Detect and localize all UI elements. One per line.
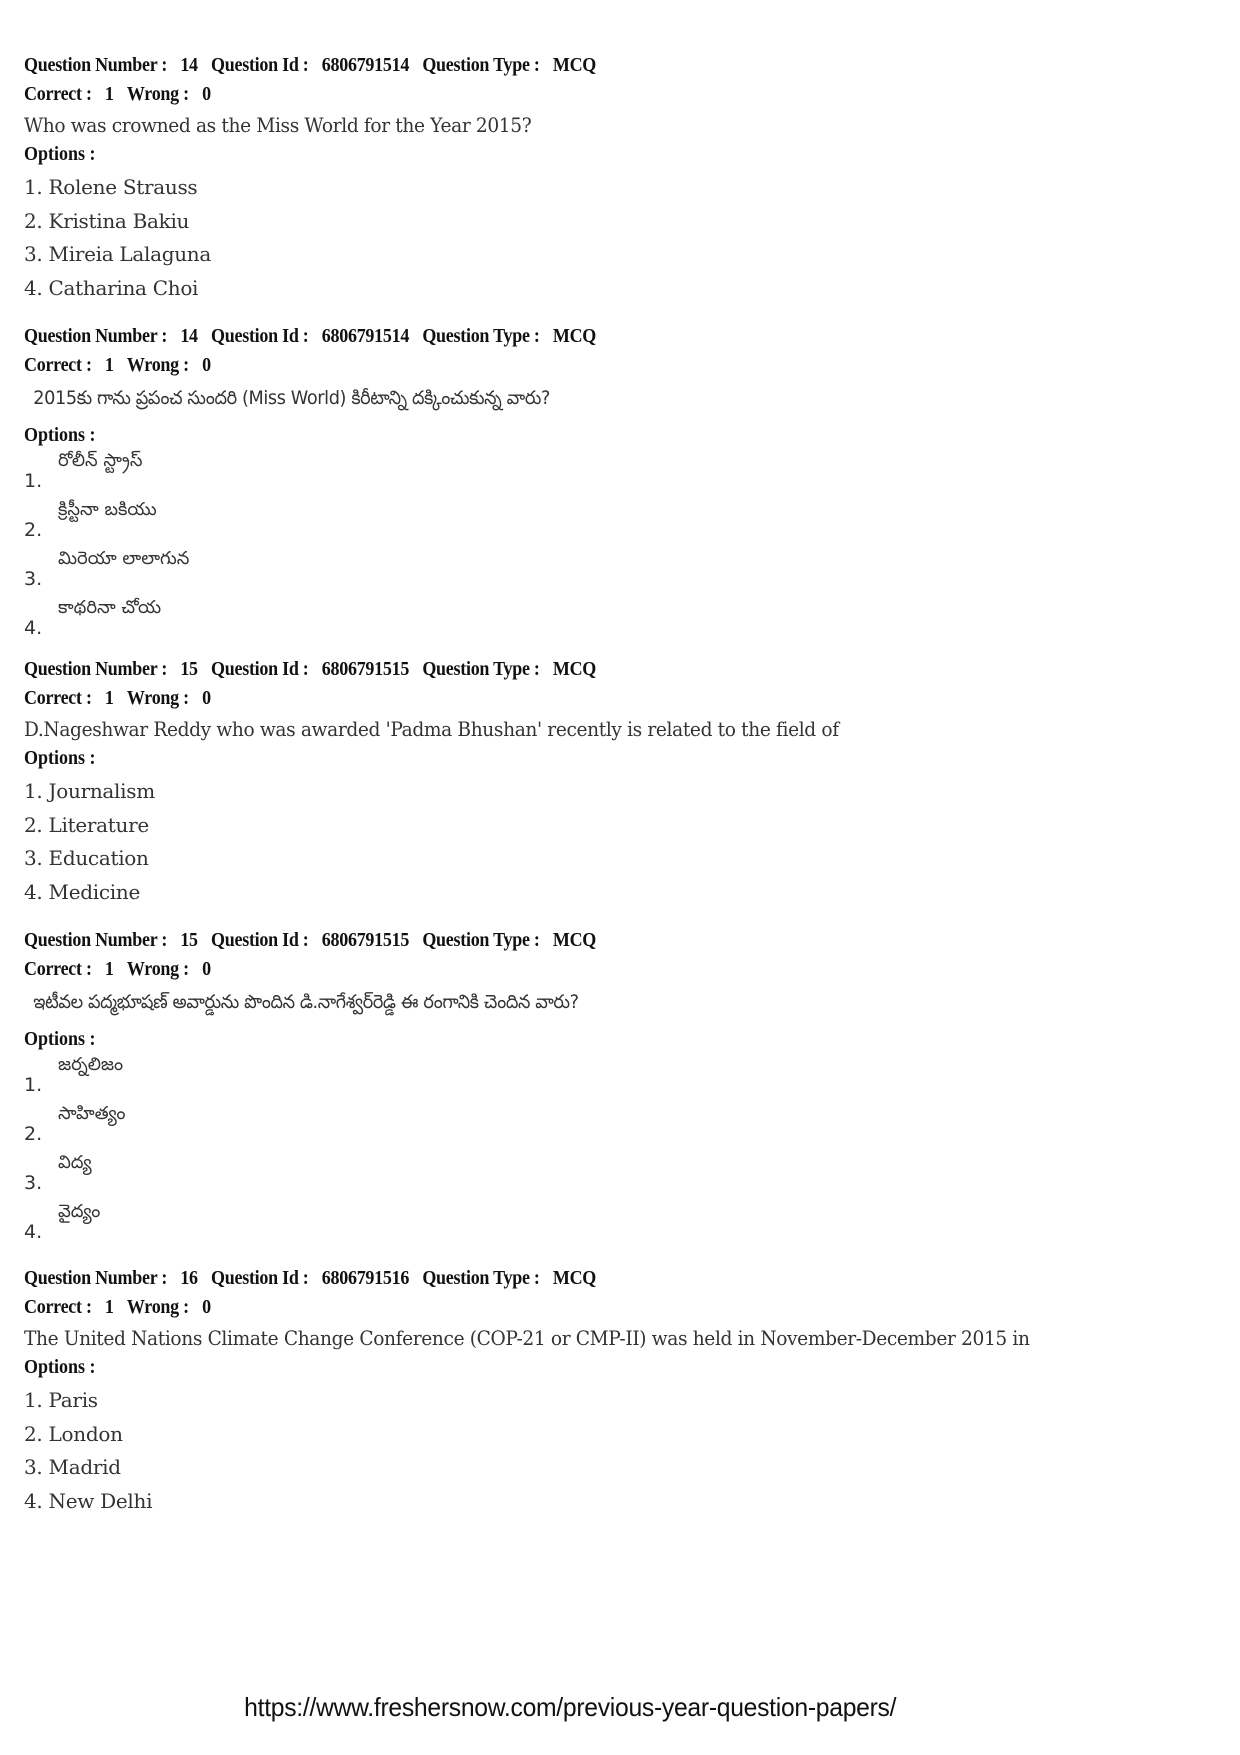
question-number: Question Number : 16 (24, 1267, 198, 1289)
option-2: 2. క్రిస్టీనా బకియు (24, 499, 157, 541)
option-1: 1. రోలీన్ స్ట్రాస్ (24, 450, 143, 492)
question-text: ఇటీవల పద్మభూషణ్ అవార్డును పొందిన డి.నాగేశ్వర్‌రెడ్డి ఈ రంగానికి చెందిన వారు? (33, 991, 579, 1013)
option-2: 2. Literature (24, 812, 149, 837)
question-number: Question Number : 15 (24, 658, 198, 680)
option-1: 1. Paris (24, 1388, 98, 1412)
correct-marks: Correct : 1 (24, 958, 114, 980)
option-3: 3. Education (24, 846, 149, 870)
options-heading: Options : (24, 1356, 96, 1378)
question-block-15-en (24, 655, 900, 910)
question-block-14-en (24, 51, 660, 306)
option-3: 3. విద్య (24, 1152, 92, 1194)
question-id: Question Id : 6806791514 (211, 54, 410, 76)
option-4: 4. Catharina Choi (24, 275, 199, 300)
marks-info (24, 955, 596, 984)
wrong-marks: Wrong : 0 (126, 958, 211, 980)
question-meta (24, 1264, 997, 1293)
options-heading: Options : (24, 424, 96, 446)
option-1: 1. Journalism (24, 779, 155, 803)
correct-marks: Correct : 1 (24, 354, 114, 376)
question-meta (24, 322, 596, 351)
question-type: Question Type : MCQ (422, 54, 597, 76)
marks-info (24, 684, 812, 713)
options-heading: Options : (24, 1028, 96, 1050)
wrong-marks: Wrong : 0 (126, 83, 211, 105)
option-2: 2. సాహిత్యం (24, 1103, 126, 1145)
options-heading: Options : (24, 747, 96, 769)
question-meta (24, 51, 596, 80)
question-id: Question Id : 6806791515 (211, 929, 410, 951)
option-1: 1. జర్నలిజం (24, 1054, 124, 1096)
question-id: Question Id : 6806791516 (211, 1267, 410, 1289)
correct-marks: Correct : 1 (24, 83, 114, 105)
question-type: Question Type : MCQ (422, 1267, 597, 1289)
wrong-marks: Wrong : 0 (126, 354, 211, 376)
option-2: 2. Kristina Bakiu (24, 208, 190, 233)
options-heading: Options : (24, 143, 96, 165)
question-block-15-te (24, 926, 660, 1250)
question-type: Question Type : MCQ (422, 325, 597, 347)
option-4: 4. వైద్యం (24, 1201, 101, 1243)
wrong-marks: Wrong : 0 (126, 1296, 211, 1318)
marks-info (24, 1293, 997, 1322)
question-block-14-te (24, 322, 660, 646)
question-meta (24, 655, 812, 684)
question-number: Question Number : 15 (24, 929, 198, 951)
question-text: 2015కు గాను ప్రపంచ సుందరి (Miss World) కిరీటాన్ని దక్కించుకున్న వారు? (33, 387, 551, 409)
option-1: 1. Rolene Strauss (24, 175, 198, 199)
option-4: 4. Medicine (24, 879, 140, 904)
question-meta (24, 926, 596, 955)
wrong-marks: Wrong : 0 (126, 687, 211, 709)
question-text: D.Nageshwar Reddy who was awarded 'Padma Bhushan' recently is related to the field of (24, 717, 839, 741)
marks-info (24, 351, 596, 380)
question-type: Question Type : MCQ (422, 658, 597, 680)
question-number: Question Number : 14 (24, 54, 198, 76)
question-number: Question Number : 14 (24, 325, 198, 347)
correct-marks: Correct : 1 (24, 1296, 114, 1318)
question-id: Question Id : 6806791514 (211, 325, 410, 347)
marks-info (24, 80, 596, 109)
option-4: 4. New Delhi (24, 1488, 153, 1513)
option-3: 3. Madrid (24, 1455, 121, 1479)
correct-marks: Correct : 1 (24, 687, 114, 709)
option-3: 3. మిరెయా లాలాగున (24, 548, 190, 590)
option-3: 3. Mireia Lalaguna (24, 242, 212, 266)
question-text: The United Nations Climate Change Conference (COP-21 or CMP-II) was held in November-December 2015 in (24, 1326, 1030, 1350)
question-text: Who was crowned as the Miss World for the Year 2015? (24, 113, 532, 137)
option-2: 2. London (24, 1421, 123, 1446)
footer-url-link[interactable]: https://www.freshersnow.com/previous-year-question-papers/ (243, 1692, 897, 1722)
question-type: Question Type : MCQ (422, 929, 597, 951)
question-id: Question Id : 6806791515 (211, 658, 410, 680)
option-4: 4. కాథరినా చోయ (24, 597, 162, 639)
question-block-16-en (24, 1264, 1105, 1519)
